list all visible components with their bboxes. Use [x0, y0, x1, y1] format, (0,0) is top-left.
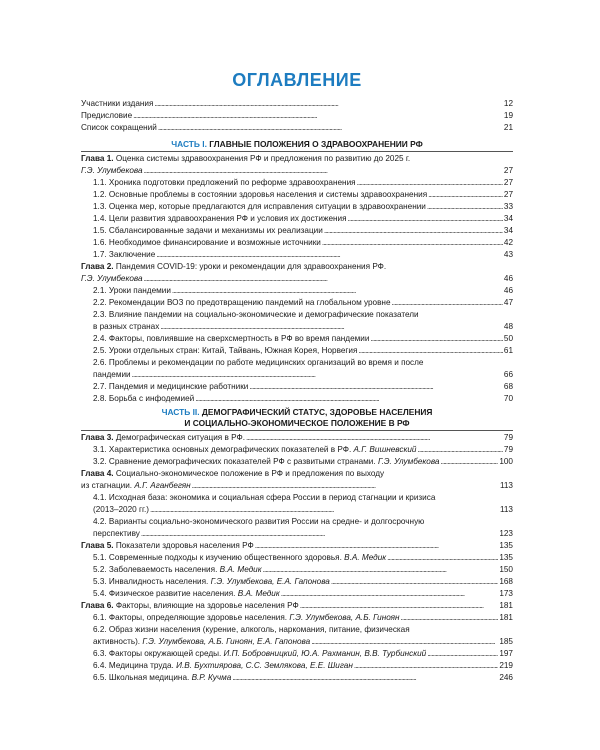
toc-entry[interactable]: 1.3. Оценка мер, которые предлагаются для исправления ситуации в здравоохранении . . . 33 — [81, 201, 513, 213]
toc-entry[interactable]: 1.1. Хроника подготовки предложений по реформе здравоохранения . . . 27 — [81, 177, 513, 189]
part-2 — [81, 407, 513, 684]
toc-entry[interactable]: 3.1. Характеристика основных демографических показателей в РФ. А.Г. Вишневский . . . 79 — [81, 444, 513, 456]
divider — [81, 430, 513, 431]
toc-entry[interactable]: 2.8. Борьба с инфодемией . . . 70 — [81, 393, 513, 405]
toc-entry[interactable]: 2.5. Уроки отдельных стран: Китай, Тайвань, Южная Корея, Норвегия . . . 61 — [81, 345, 513, 357]
part-heading: ЧАСТЬ II. ДЕМОГРАФИЧЕСКИЙ СТАТУС, ЗДОРОВЬЕ НАСЕЛЕНИЯ — [161, 407, 433, 417]
toc-entry[interactable]: 5.3. Инвалидность населения. Г.Э. Улумбекова, Е.А. Гапонова . . . 168 — [81, 576, 513, 588]
toc-entry-text[interactable]: 4.1. Исходная база: экономика и социальная сфера России в период стагнации и кризиса — [93, 493, 436, 502]
toc-entry[interactable]: 2.7. Пандемия и медицинские работники . . . 68 — [81, 381, 513, 393]
toc-entry[interactable]: 5.2. Заболеваемость населения. В.А. Медик . . . 150 — [81, 564, 513, 576]
toc-entry[interactable]: 6.1. Факторы, определяющие здоровье населения. Г.Э. Улумбекова, А.Б. Гиноян . . . 181 — [81, 612, 513, 624]
toc-entry[interactable]: 6.4. Медицина труда. И.В. Бухтиярова, С.С. Землякова, Е.Е. Шиган . . . 219 — [81, 660, 513, 672]
toc-entry[interactable]: активность). Г.Э. Улумбекова, А.Б. Гиноян, Е.А. Гапонова . . . 185 — [81, 636, 513, 648]
toc-entry[interactable]: 2.1. Уроки пандемии . . . 46 — [81, 285, 513, 297]
chapter-heading[interactable]: Глава 3. Демографическая ситуация в РФ. . . . 79 — [81, 432, 513, 444]
toc-entry[interactable]: 6.3. Факторы окружающей среды. И.П. Бобровницкий, Ю.А. Рахманин, В.В. Турбинский . . . 197 — [81, 648, 513, 660]
toc-entry[interactable]: Предисловие . . . 19 — [81, 110, 513, 122]
chapter-author-line[interactable]: Г.Э. Улумбекова . . . 46 — [81, 273, 513, 285]
toc-entry[interactable]: перспективу . . . 123 — [81, 528, 513, 540]
toc-entry[interactable]: 2.4. Факторы, повлиявшие на сверхсмертность в РФ во время пандемии . . . 50 — [81, 333, 513, 345]
toc-entry[interactable]: в разных странах . . . 48 — [81, 321, 513, 333]
chapter-heading[interactable]: Глава 5. Показатели здоровья населения РФ . . . 135 — [81, 540, 513, 552]
toc-entry[interactable]: 6.5. Школьная медицина. В.Р. Кучма . . . 246 — [81, 672, 513, 684]
toc-entry-text[interactable]: 6.2. Образ жизни населения (курение, алкоголь, наркомания, питание, физическая — [93, 625, 410, 634]
toc-entry-text[interactable]: 2.3. Влияние пандемии на социально-экономические и демографические показатели — [93, 310, 419, 319]
toc-entry[interactable]: 2.2. Рекомендации ВОЗ по предотвращению пандемий на глобальном уровне . . . 47 — [81, 297, 513, 309]
part-1 — [81, 139, 513, 405]
toc-entry[interactable]: 1.5. Сбалансированные задачи и механизмы их реализации . . . 34 — [81, 225, 513, 237]
toc-entry[interactable]: 1.7. Заключение . . . 43 — [81, 249, 513, 261]
toc-entry-text[interactable]: 4.2. Варианты социально-экономического развития России на средне- и долгосрочную — [93, 517, 425, 526]
toc-entry[interactable]: 1.6. Необходимое финансирование и возможные источники . . . 42 — [81, 237, 513, 249]
toc-entry[interactable]: пандемии . . . 66 — [81, 369, 513, 381]
part-heading: ЧАСТЬ I. ГЛАВНЫЕ ПОЛОЖЕНИЯ О ЗДРАВООХРАНЕНИИ РФ — [171, 139, 423, 149]
chapter-author-line[interactable]: Г.Э. Улумбекова . . . 27 — [81, 165, 513, 177]
divider — [81, 151, 513, 152]
toc-entry[interactable]: Список сокращений . . . 21 — [81, 122, 513, 134]
chapter-author-line[interactable]: из стагнации. А.Г. Аганбегян . . . 113 — [81, 480, 513, 492]
page-title: ОГЛАВЛЕНИЕ — [232, 70, 362, 90]
chapter-heading[interactable]: Глава 2. Пандемия COVID-19: уроки и рекомендации для здравоохранения РФ. — [81, 262, 387, 271]
toc-entry-text[interactable]: 2.6. Проблемы и рекомендации по работе медицинских организаций во время и после — [93, 358, 424, 367]
part-heading-line2: И СОЦИАЛЬНО-ЭКОНОМИЧЕСКОЕ ПОЛОЖЕНИЕ В РФ — [184, 418, 410, 428]
toc-entry[interactable]: 5.4. Физическое развитие населения. В.А. Медик . . . 173 — [81, 588, 513, 600]
toc-entry[interactable]: 5.1. Современные подходы к изучению общественного здоровья. В.А. Медик . . . 135 — [81, 552, 513, 564]
chapter-heading[interactable]: Глава 4. Социально-экономическое положение в РФ и предложения по выходу — [81, 469, 385, 478]
chapter-heading[interactable]: Глава 1. Оценка системы здравоохранения РФ и предложения по развитию до 2025 г. — [81, 154, 411, 163]
front-matter — [81, 98, 513, 134]
toc-entry[interactable]: Участники издания . . . 12 — [81, 98, 513, 110]
toc-entry[interactable]: 1.2. Основные проблемы в состоянии здоровья населения и системы здравоохранения . . . 27 — [81, 189, 513, 201]
chapter-heading[interactable]: Глава 6. Факторы, влияющие на здоровье населения РФ . . . 181 — [81, 600, 513, 612]
toc-entry[interactable]: 3.2. Сравнение демографических показателей РФ с развитыми странами. Г.Э. Улумбекова . . . 100 — [81, 456, 513, 468]
toc-entry[interactable]: 1.4. Цели развития здравоохранения РФ и условия их достижения . . . 34 — [81, 213, 513, 225]
toc-entry[interactable]: (2013–2020 гг.) . . . 113 — [81, 504, 513, 516]
